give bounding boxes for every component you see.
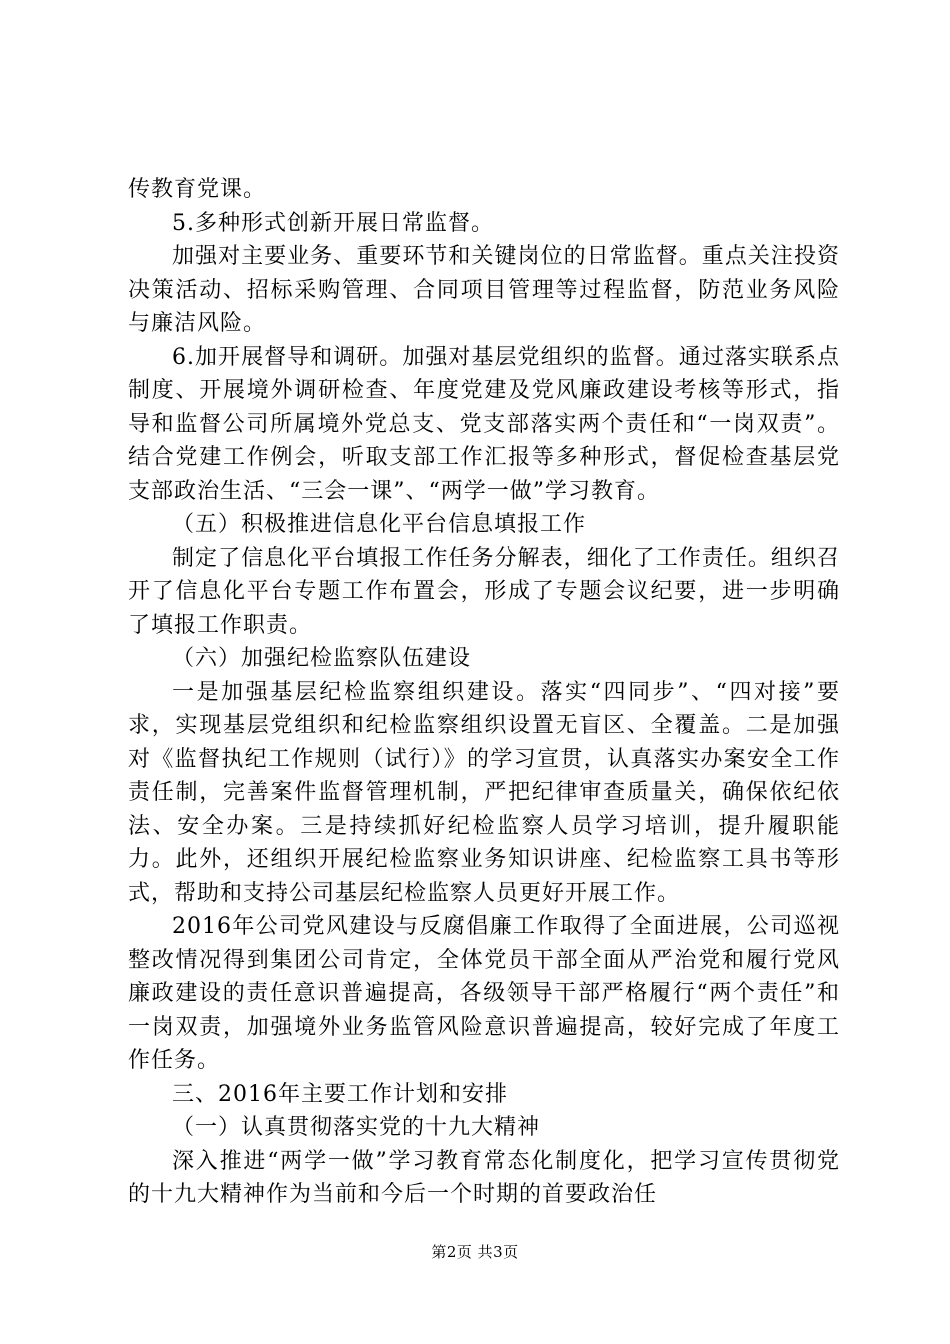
section-heading-1: （一）认真贯彻落实党的十九大精神 (172, 1115, 541, 1140)
section-heading-6: （六）加强纪检监察队伍建设 (172, 646, 472, 671)
paragraph-continuation: 传教育党课。 (128, 177, 267, 202)
subheading-item-5: 5.多种形式创新开展日常监督。 (172, 210, 494, 236)
chapter-heading-3: 三、2016年主要工作计划和安排 (172, 1081, 508, 1107)
page-footer: 第2页 共3页 (431, 1243, 519, 1261)
paragraph: 一是加强基层纪检监察组织建设。落实“四同步”、“四对接”要求，实现基层党组织和纪检监察组织设置无盲区、全覆盖。二是加强对《监督执纪工作规则（试行）》的学习宣贯，认真落实办案安全工作责任制，完善案件监督管理机制，严把纪律审查质量关，确保依纪依法、安全办案。三是持续抓好纪检监察人员学习培训，提升履职能力。此外，还组织开展纪检监察业务知识讲座、纪检监察工具书等形式，帮助和支持公司基层纪检监察人员更好开展工作。 (128, 679, 840, 906)
paragraph-item-6: 6.加开展督导和调研。加强对基层党组织的监督。通过落实联系点制度、开展境外调研检查、年度党建及党风廉政建设考核等形式，指导和监督公司所属境外党总支、党支部落实两个责任和“一岗双责”。结合党建工作例会，听取支部工作汇报等多种形式，督促检查基层党支部政治生活、“三会一课”、“两学一做”学习教育。 (128, 344, 840, 504)
paragraph: 加强对主要业务、重要环节和关键岗位的日常监督。重点关注投资决策活动、招标采购管理、合同项目管理等过程监督，防范业务风险与廉洁风险。 (128, 244, 840, 336)
paragraph-summary: 2016年公司党风建设与反腐倡廉工作取得了全面进展，公司巡视整改情况得到集团公司肯定，全体党员干部全面从严治党和履行党风廉政建设的责任意识普遍提高，各级领导干部严格履行“两个责任”和一岗双责，加强境外业务监管风险意识普遍提高，较好完成了年度工作任务。 (128, 914, 840, 1073)
document-body (128, 173, 840, 1212)
section-heading-5: （五）积极推进信息化平台信息填报工作 (172, 512, 587, 537)
paragraph: 深入推进“两学一做”学习教育常态化制度化，把学习宣传贯彻党的十九大精神作为当前和今后一个时期的首要政治任 (128, 1148, 840, 1207)
paragraph: 制定了信息化平台填报工作任务分解表，细化了工作责任。组织召开了信息化平台专题工作布置会，形成了专题会议纪要，进一步明确了填报工作职责。 (128, 545, 840, 638)
